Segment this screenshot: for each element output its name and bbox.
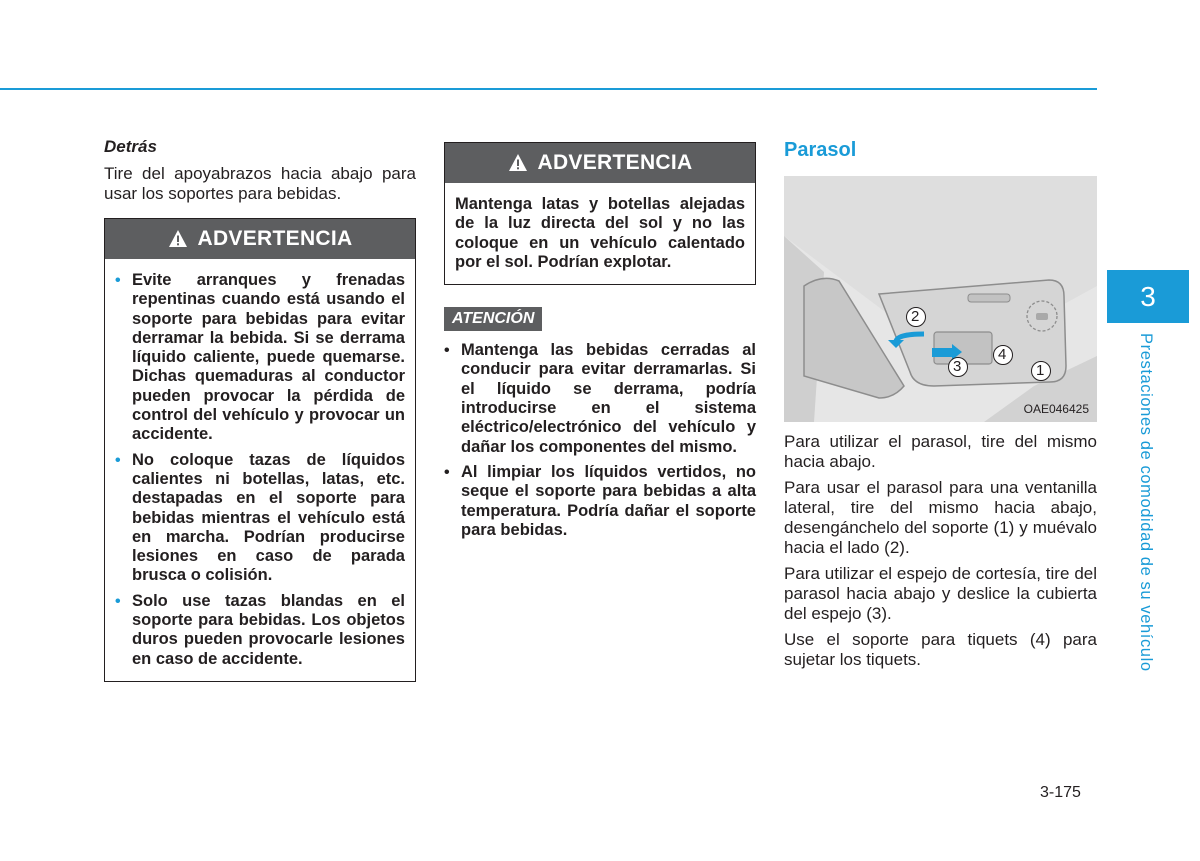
bullet-icon: •	[115, 272, 121, 289]
parasol-paragraph-1: Para utilizar el parasol, tire del mismo hacia abajo.	[784, 432, 1097, 471]
sunvisor-illustration	[784, 176, 1097, 422]
parasol-paragraph-3: Para utilizar el espejo de cortesía, tire del parasol hacia abajo y deslice la cubierta del espejo (3).	[784, 564, 1097, 623]
warning-triangle-icon	[168, 229, 188, 249]
warning-body	[105, 259, 415, 681]
warning-item-text: Evite arranques y frenadas repentinas cuando está usando el soporte para bebidas para evitar derramar la bebida. Si se derrama líquido caliente, puede quemarse. Dichas quemaduras al conductor pueden provocar la pérdida de control del vehículo y provocar un accidente.	[132, 271, 405, 444]
warning-item	[115, 592, 405, 669]
bullet-icon: •	[444, 463, 450, 481]
caution-item-text: Mantenga las bebidas cerradas al conducir para evitar derramarlas. Si el líquido se derrama, podría introducirse en el sistema eléctrico/electrónico del vehículo y dañar los componentes del mismo.	[461, 341, 756, 456]
caution-list	[444, 341, 756, 540]
caution-item	[444, 341, 756, 457]
sunvisor-drawing	[784, 176, 1097, 422]
bullet-icon: •	[115, 451, 121, 469]
bullet-icon: •	[115, 592, 121, 610]
warning-text: Mantenga latas y botellas alejadas de la luz directa del sol y no las coloque en un vehículo calentado por el sol. Podrían explotar.	[455, 195, 745, 271]
warning-body	[445, 183, 755, 284]
parasol-paragraph-4: Use el soporte para tiquets (4) para sujetar los tiquets.	[784, 630, 1097, 669]
intro-paragraph: Tire del apoyabrazos hacia abajo para usar los soportes para bebidas.	[104, 164, 416, 203]
warning-header	[445, 143, 755, 183]
warning-item	[115, 451, 405, 586]
figure-code: OAE046425	[1023, 402, 1089, 416]
warning-title: ADVERTENCIA	[197, 227, 353, 250]
warning-title: ADVERTENCIA	[537, 151, 693, 174]
parasol-paragraph-2: Para usar el parasol para una ventanilla lateral, tire del mismo hacia abajo, desengánchelo del soporte (1) y muévalo hacia el lado (2).	[784, 478, 1097, 557]
chapter-number-tab: 3	[1107, 270, 1189, 323]
warning-item-text: Solo use tazas blandas en el soporte para bebidas. Los objetos duros pueden provocarle lesiones en caso de accidente.	[132, 591, 405, 668]
callout-2-label: 2	[911, 308, 920, 325]
bullet-icon: •	[444, 342, 450, 360]
warning-item	[115, 271, 405, 445]
top-rule	[0, 88, 1097, 90]
right-column	[784, 136, 1097, 676]
caution-item-text: Al limpiar los líquidos vertidos, no seque el soporte para bebidas a alta temperatura. Podría dañar el soporte para bebidas.	[461, 462, 756, 539]
warning-header	[105, 219, 415, 259]
warning-item-text: No coloque tazas de líquidos calientes ni botellas, latas, etc. destapadas en el soporte para bebidas mientras el vehículo está en marcha. Podrían producirse lesiones en caso de parada brusca o colisión.	[132, 450, 405, 585]
left-column	[104, 136, 416, 682]
caution-tag: ATENCIÓN	[444, 307, 542, 331]
section-title: Parasol	[784, 139, 857, 161]
callout-4-label: 4	[998, 346, 1007, 363]
subheading-rear: Detrás	[104, 137, 157, 156]
caution-item	[444, 463, 756, 540]
callout-1-label: 1	[1036, 362, 1045, 379]
warning-box-left	[104, 218, 416, 682]
warning-triangle-icon	[508, 153, 528, 173]
callout-3-label: 3	[953, 358, 962, 375]
warning-list	[115, 271, 405, 669]
middle-column	[444, 142, 756, 540]
warning-box-middle	[444, 142, 756, 285]
chapter-title-vertical: Prestaciones de comodidad de su vehículo	[1137, 333, 1155, 672]
page-number: 3-175	[1040, 784, 1081, 801]
